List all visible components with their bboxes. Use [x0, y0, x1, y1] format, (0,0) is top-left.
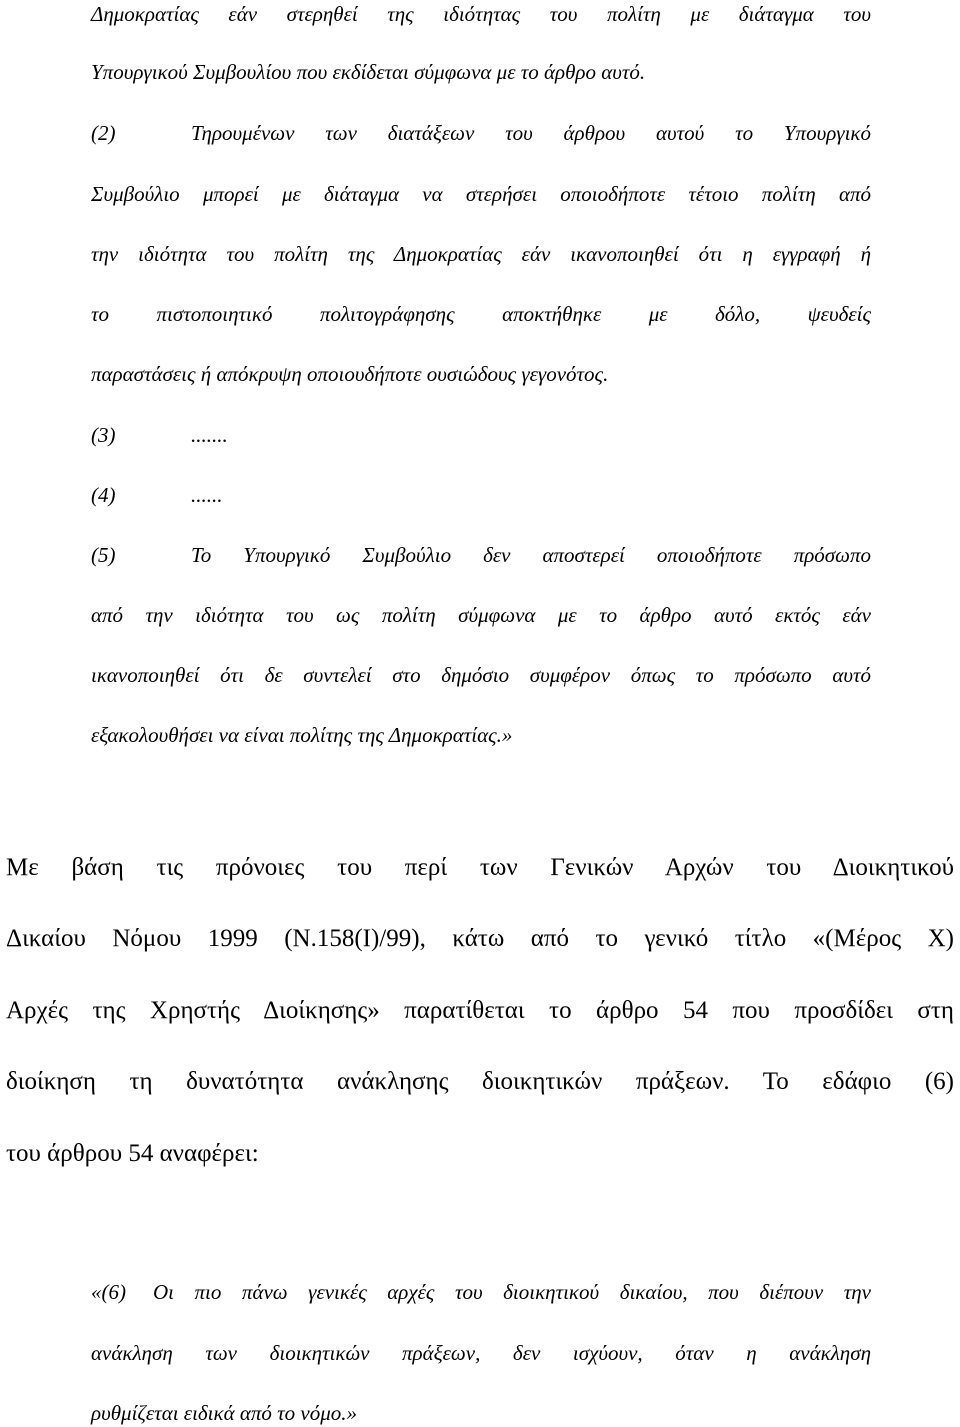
- para4-text: ......: [191, 483, 223, 507]
- body-line-2: Δικαίου Νόμου 1999 (Ν.158(Ι)/99), κάτω από το γενικό τίτλο «(Μέρος Χ): [6, 925, 954, 952]
- para5-line-1-text: Το Υπουργικό Συμβούλιο δεν αποστερεί οποιοδήποτε πρόσωπο: [191, 543, 871, 567]
- quote2-line-1: [91, 1278, 871, 1306]
- quote1-para3: [91, 421, 228, 449]
- body-line-4: διοίκηση τη δυνατότητα ανάκλησης διοικητικών πράξεων. Το εδάφιο (6): [6, 1068, 954, 1095]
- quote2-number: «(6): [91, 1280, 126, 1304]
- quote1-para2-line-3: την ιδιότητα του πολίτη της Δημοκρατίας εάν ικανοποιηθεί ότι η εγγραφή ή: [91, 242, 871, 266]
- para5-number: (5): [91, 543, 116, 567]
- quote2-line-2: ανάκληση των διοικητικών πράξεων, δεν ισχύουν, όταν η ανάκληση: [91, 1341, 871, 1365]
- quote2-line-3: ρυθμίζεται ειδικά από το νόμο.»: [91, 1401, 358, 1425]
- quote2-line-1-text: Οι πιο πάνω γενικές αρχές του διοικητικού δικαίου, που διέπουν την: [153, 1280, 871, 1304]
- para3-text: .......: [191, 423, 228, 447]
- para2-number: (2): [91, 121, 116, 145]
- quote1-para2-line-4: το πιστοποιητικό πολιτογράφησης αποκτήθηκε με δόλο, ψευδείς: [91, 302, 871, 326]
- para4-number: (4): [91, 483, 116, 507]
- quote1-line-1: [91, 0, 871, 28]
- para3-number: (3): [91, 423, 116, 447]
- body-line-1: Με βάση τις πρόνοιες του περί των Γενικών Αρχών του Διοικητικού: [6, 854, 954, 881]
- body-line-3: Αρχές της Χρηστής Διοίκησης» παρατίθεται το άρθρο 54 που προσδίδει στη: [6, 997, 954, 1024]
- quote1-para5-line-4: εξακολουθήσει να είναι πολίτης της Δημοκρατίας.»: [91, 723, 513, 747]
- quote1-para4: [91, 481, 223, 509]
- quote1-para5-line-2: από την ιδιότητα του ως πολίτη σύμφωνα με το άρθρο αυτό εκτός εάν: [91, 603, 871, 627]
- quote1-para2-line-1: [91, 119, 871, 147]
- body-line-5: του άρθρου 54 αναφέρει:: [6, 1140, 259, 1167]
- quote1-para2-line-2: Συμβούλιο μπορεί με διάταγμα να στερήσει οποιοδήποτε τέτοιο πολίτη από: [91, 182, 871, 206]
- quote1-para5-line-3: ικανοποιηθεί ότι δε συντελεί στο δημόσιο συμφέρον όπως το πρόσωπο αυτό: [91, 663, 871, 687]
- quote1-para2-line-5: παραστάσεις ή απόκρυψη οποιουδήποτε ουσιώδους γεγονότος.: [91, 362, 609, 386]
- para2-line-1-text: Τηρουμένων των διατάξεων του άρθρου αυτού το Υπουργικό: [191, 121, 871, 145]
- quote1-line-1-text: Δημοκρατίας εάν στερηθεί της ιδιότητας του πολίτη με διάταγμα του: [91, 2, 871, 26]
- quote1-line-2: Υπουργικού Συμβουλίου που εκδίδεται σύμφωνα με το άρθρο αυτό.: [91, 60, 646, 84]
- quote1-para5-line-1: [91, 541, 871, 569]
